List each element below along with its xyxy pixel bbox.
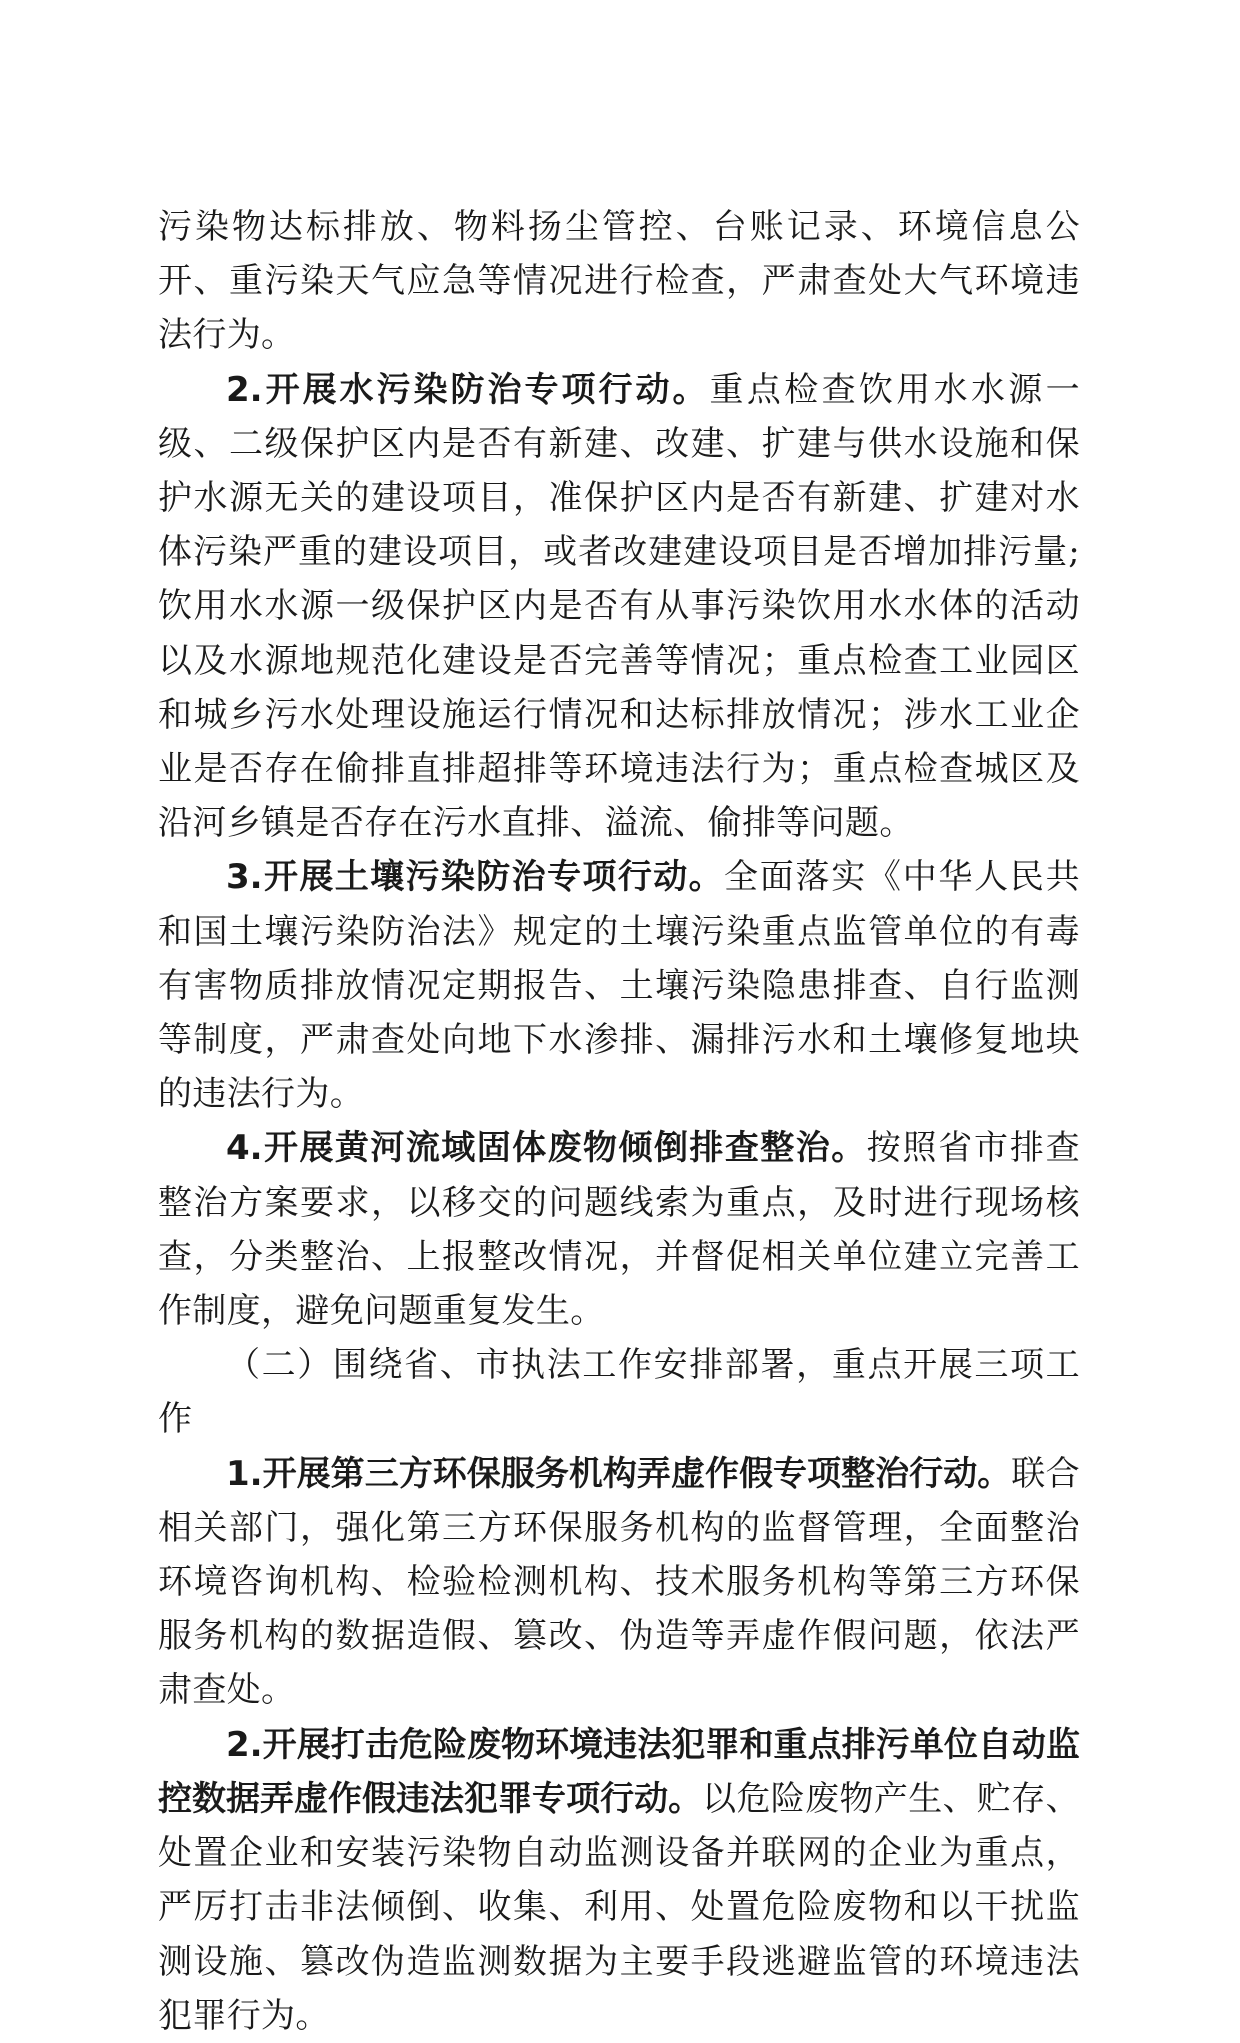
paragraph-water-pollution	[158, 363, 1080, 851]
paragraph-text: 重点检查饮用水水源一级、二级保护区内是否有新建、改建、扩建与供水设施和保护水源无关的建设项目，准保护区内是否有新建、扩建对水体污染严重的建设项目，或者改建建设项目是否增加排污量;饮用水水源一级保护区内是否有从事污染饮用水水体的活动以及水源地规范化建设是否完善等情况；重点检查工业园区和城乡污水处理设施运行情况和达标排放情况；涉水工业企业是否存在偷排直排超排等环境违法行为；重点检查城区及沿河乡镇是否存在污水直排、溢流、偷排等问题。	[158, 369, 1080, 844]
paragraph-lead: 2.开展水污染防治专项行动。	[226, 369, 710, 410]
paragraph-text: 全面落实《中华人民共和国土壤污染防治法》规定的土壤污染重点监管单位的有毒有害物质排放情况定期报告、土壤污染隐患排查、自行监测等制度，严肃查处向地下水渗排、漏排污水和土壤修复地块的违法行为。	[158, 857, 1081, 1115]
paragraph-text: 以危险废物产生、贮存、处置企业和安装污染物自动监测设备并联网的企业为重点，严厉打击非法倾倒、收集、利用、处置危险废物和以干扰监测设施、篡改伪造监测数据为主要手段逃避监管的环境违法犯罪行为。	[158, 1778, 1080, 2036]
paragraph-hazardous-waste	[158, 1718, 1080, 2043]
paragraph-soil-pollution	[158, 850, 1080, 1121]
paragraph-third-party-services	[158, 1447, 1080, 1718]
paragraph-lead: 1.开展第三方环保服务机构弄虚作假专项整治行动。	[226, 1453, 1012, 1494]
section-subheading: （二）围绕省、市执法工作安排部署，重点开展三项工作	[158, 1345, 1080, 1440]
paragraph-text: 按照省市排查整治方案要求，以移交的问题线索为重点，及时进行现场核查，分类整治、上报整改情况，并督促相关单位建立完善工作制度，避免问题重复发生。	[158, 1128, 1080, 1332]
paragraph-lead: 3.开展土壤污染防治专项行动。	[226, 857, 725, 898]
document-page	[158, 200, 1080, 2043]
paragraph-text: 联合相关部门，强化第三方环保服务机构的监督管理，全面整治环境咨询机构、检验检测机构、技术服务机构等第三方环保服务机构的数据造假、篡改、伪造等弄虚作假问题，依法严肃查处。	[158, 1453, 1080, 1711]
paragraph-yellow-river-waste	[158, 1121, 1080, 1338]
paragraph-continuation	[158, 200, 1080, 363]
paragraph-lead: 4.开展黄河流域固体废物倾倒排查整治。	[226, 1128, 867, 1169]
paragraph-text: 污染物达标排放、物料扬尘管控、台账记录、环境信息公开、重污染天气应急等情况进行检查，严肃查处大气环境违法行为。	[158, 207, 1080, 356]
paragraph-lead: 2.开展打击危险废物环境违法犯罪和重点排污单位自动监控数据弄虚作假违法犯罪专项行动。	[158, 1724, 1080, 1819]
